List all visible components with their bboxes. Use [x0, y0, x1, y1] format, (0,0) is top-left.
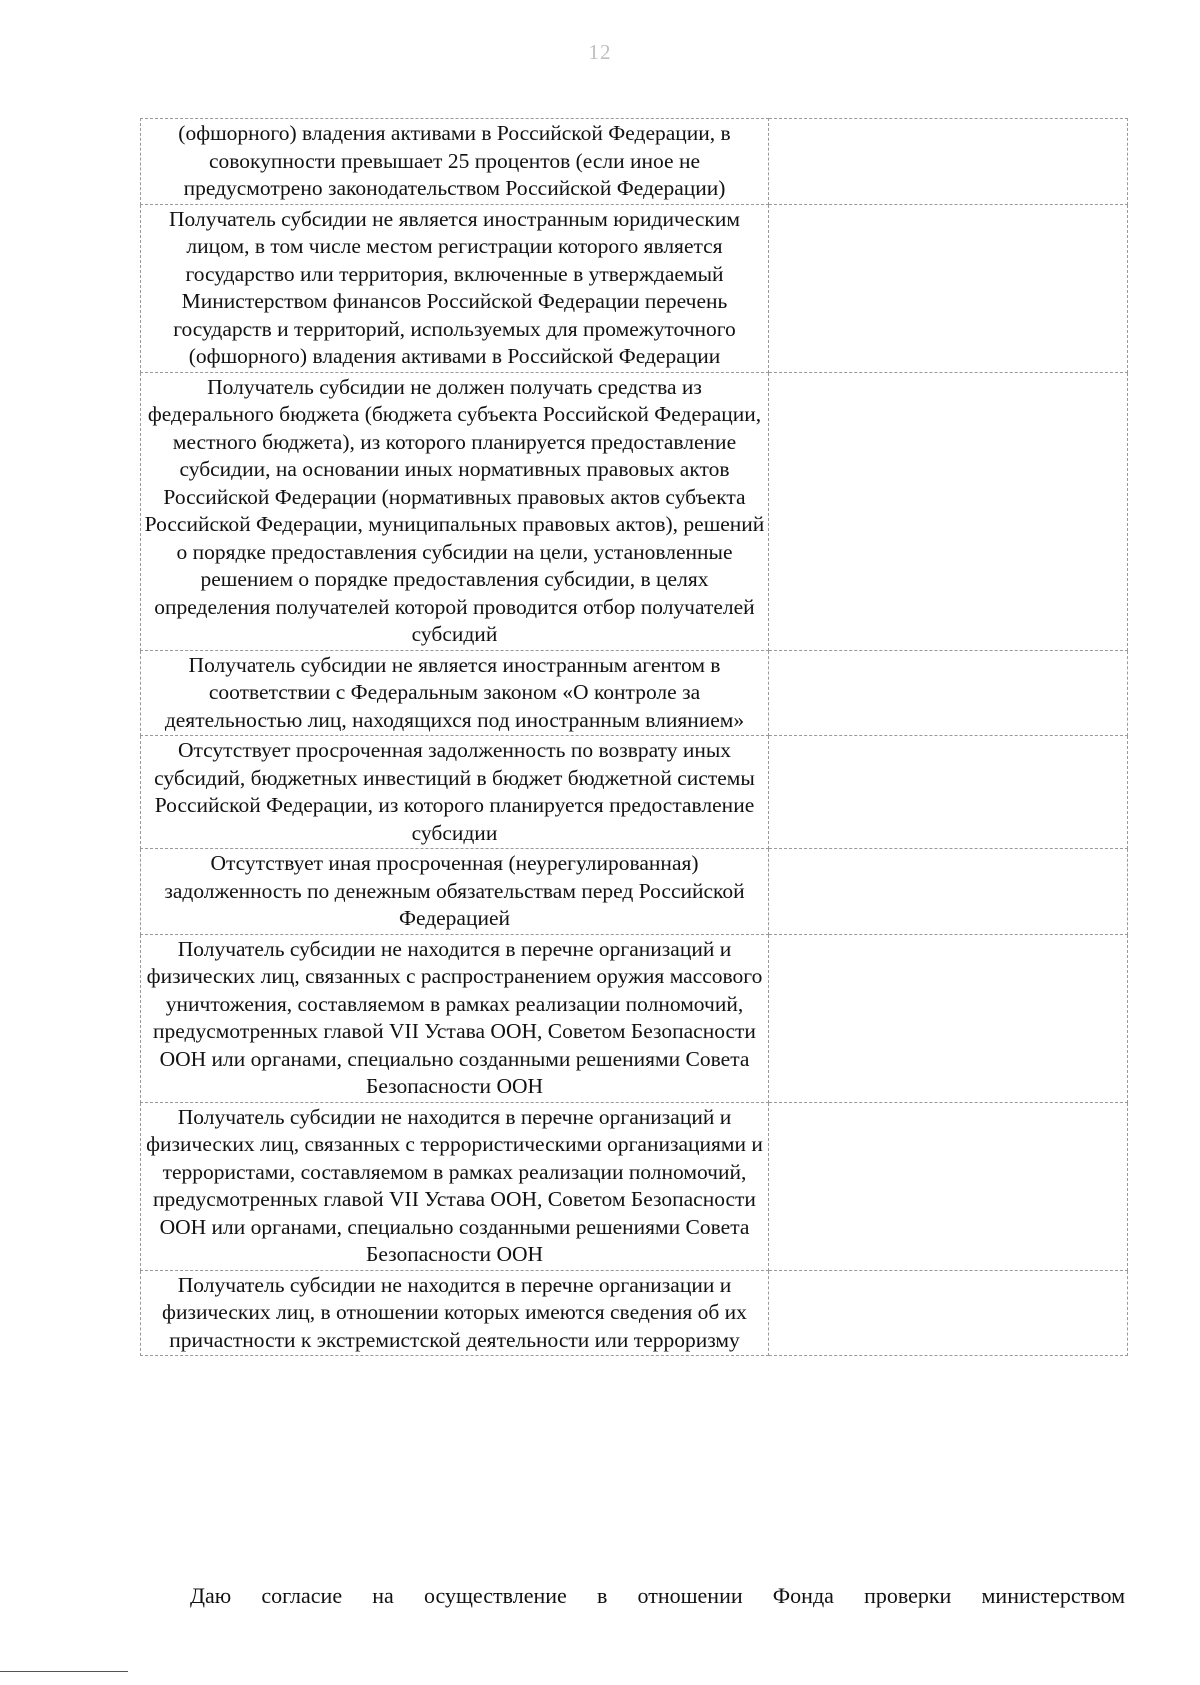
table-row	[141, 204, 1128, 372]
requirement-text: Получатель субсидии не является иностранным юридическим лицом, в том числе местом регистрации которого является государство или территория, включенные в утверждаемый Министерством финансов Российской Федерации перечень государств и территорий, используемых для промежуточного (офшорного) владения активами в Российской Федерации	[141, 204, 769, 372]
table-row	[141, 1270, 1128, 1356]
requirement-text: Отсутствует иная просроченная (неурегулированная) задолженность по денежным обязательствам перед Российской Федерацией	[141, 849, 769, 935]
footer-rule	[0, 1671, 128, 1672]
requirement-value	[769, 849, 1128, 935]
requirement-text: Получатель субсидии не является иностранным агентом в соответствии с Федеральным законом «О контроле за деятельностью лиц, находящихся под иностранным влиянием»	[141, 650, 769, 736]
requirement-value	[769, 650, 1128, 736]
table-row	[141, 119, 1128, 205]
requirement-text: (офшорного) владения активами в Российской Федерации, в совокупности превышает 25 процентов (если иное не предусмотрено законодательством Российской Федерации)	[141, 119, 769, 205]
table-row	[141, 372, 1128, 650]
requirement-value	[769, 934, 1128, 1102]
requirement-value	[769, 204, 1128, 372]
requirement-value	[769, 1102, 1128, 1270]
table-row	[141, 650, 1128, 736]
table-row	[141, 1102, 1128, 1270]
requirement-text: Получатель субсидии не находится в перечне организации и физических лиц, в отношении которых имеются сведения об их причастности к экстремистской деятельности или терроризму	[141, 1270, 769, 1356]
requirement-text: Отсутствует просроченная задолженность по возврату иных субсидий, бюджетных инвестиций в бюджет бюджетной системы Российской Федерации, из которого планируется предоставление субсидии	[141, 736, 769, 849]
requirement-value	[769, 1270, 1128, 1356]
page-number: 12	[588, 40, 612, 64]
table-row	[141, 736, 1128, 849]
requirement-text: Получатель субсидии не должен получать средства из федерального бюджета (бюджета субъекта Российской Федерации, местного бюджета), из которого планируется предоставление субсидии, на основании иных нормативных правовых актов Российской Федерации (нормативных правовых актов субъекта Российской Федерации, муниципальных правовых актов), решений о порядке предоставления субсидии на цели, установленные решением о порядке предоставления субсидии, в целях определения получателей которой проводится отбор получателей субсидий	[141, 372, 769, 650]
requirement-value	[769, 736, 1128, 849]
requirement-text: Получатель субсидии не находится в перечне организаций и физических лиц, связанных с террористическими организациями и террористами, составляемом в рамках реализации полномочий, предусмотренных главой VII Устава ООН, Советом Безопасности ООН или органами, специально созданными решениями Совета Безопасности ООН	[141, 1102, 769, 1270]
requirement-text: Получатель субсидии не находится в перечне организаций и физических лиц, связанных с распространением оружия массового уничтожения, составляемом в рамках реализации полномочий, предусмотренных главой VII Устава ООН, Советом Безопасности ООН или органами, специально созданными решениями Совета Безопасности ООН	[141, 934, 769, 1102]
table-row	[141, 849, 1128, 935]
consent-paragraph: Даю согласие на осуществление в отношении Фонда проверки министерством	[190, 1583, 1125, 1608]
table-row	[141, 934, 1128, 1102]
requirements-table	[140, 118, 1128, 1356]
requirement-value	[769, 119, 1128, 205]
requirement-value	[769, 372, 1128, 650]
